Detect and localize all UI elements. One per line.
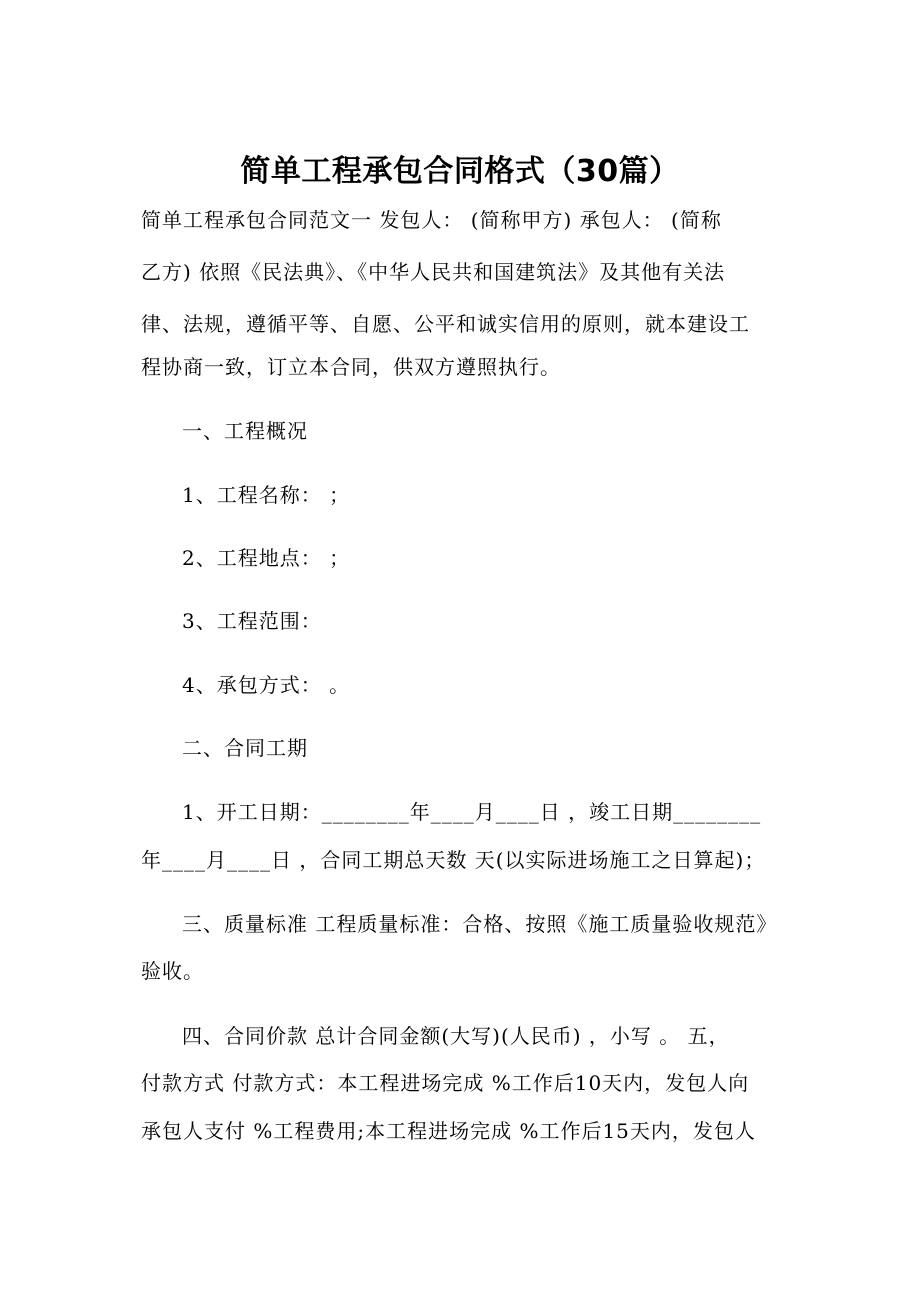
paragraph-line: 1、开工日期：________年____月____日 ，竣工日期________ [182,800,762,824]
document-title: 简单工程承包合同格式（30篇） [240,154,680,189]
section-heading: 一、工程概况 [182,419,308,443]
paragraph-line: 三、质量标准 工程质量标准：合格、按照《施工质量验收规范》 [182,912,778,936]
paragraph-line: 简单工程承包合同范文一 发包人： (简称甲方) 承包人： (简称 [141,208,722,232]
section-heading: 二、合同工期 [182,736,308,760]
list-item: 3、工程范围： [182,609,322,633]
list-item: 1、工程名称： ； [182,483,351,507]
paragraph-line: 承包人支付 %工程费用;本工程进场完成 %工作后15天内，发包人 [141,1119,756,1143]
paragraph-line: 律、法规，遵循平等、自愿、公平和诚实信用的原则，就本建设工 [141,312,750,336]
paragraph-line: 付款方式 付款方式：本工程进场完成 %工作后10天内，发包人向 [141,1071,750,1095]
paragraph-line: 程协商一致，订立本合同，供双方遵照执行。 [141,355,561,379]
paragraph-line: 年____月____日 ，合同工期总天数 天(以实际进场施工之日算起)； [141,848,766,872]
paragraph-line: 验收。 [141,959,204,983]
paragraph-line: 四、合同价款 总计合同金额(大写)(人民币) ，小写 。 五， [182,1024,730,1048]
list-item: 2、工程地点： ； [182,546,351,570]
paragraph-line: 乙方) 依照《民法典》、《中华人民共和国建筑法》及其他有关法 [141,260,726,284]
list-item: 4、承包方式： 。 [182,673,351,697]
